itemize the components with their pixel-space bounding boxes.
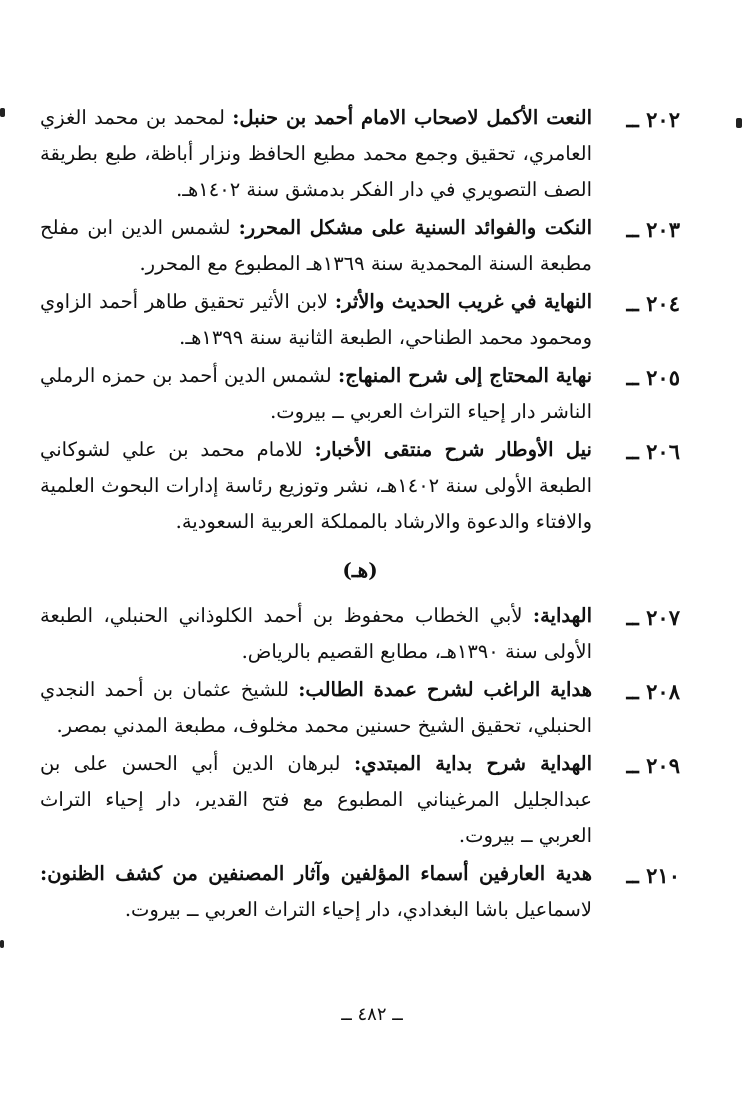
scan-mark — [736, 118, 742, 128]
page-number: ــ ٤٨٢ ــ — [341, 1004, 403, 1025]
bibliography-entry — [40, 598, 680, 670]
entry-number: ٢٠٩ ــ — [626, 753, 680, 778]
bibliography-entry — [40, 856, 680, 928]
entry-title: هدية العارفين أسماء المؤلفين وآثار المصنفين من كشف الظنون: — [40, 862, 592, 885]
entry-text: للشيخ عثمان بن أحمد النجدي الحنبلي، تحقيق الشيخ حسنين محمد مخلوف، مطبعة المدني بمصر. — [40, 678, 592, 737]
entry-text: لمحمد بن محمد الغزي العامري، تحقيق وجمع محمد مطيع الحافظ ونزار أباظة، طبع بطريقة الصف التصويري في دار الفكر بدمشق سنة ١٤٠٢هـ. — [40, 106, 592, 201]
bibliography-entry — [40, 746, 680, 854]
entry-number: ٢٠٦ ــ — [626, 439, 680, 464]
entry-list-ha — [40, 598, 680, 928]
section-heading: (هـ) — [342, 558, 378, 582]
entry-text: لشمس الدين ابن مفلح مطبعة السنة المحمدية سنة ١٣٦٩هـ المطبوع مع المحرر. — [40, 216, 592, 275]
entry-body — [40, 746, 592, 854]
entry-number: ٢٠٥ ــ — [626, 365, 680, 390]
bibliography-page — [40, 100, 680, 930]
entry-text: لشمس الدين أحمد بن حمزه الرملي الناشر دار إحياء التراث العربي ــ بيروت. — [40, 364, 592, 423]
entry-title: الهداية: — [532, 604, 592, 627]
scan-mark — [0, 940, 4, 948]
entry-body — [40, 358, 592, 430]
entry-title: نيل الأوطار شرح منتقى الأخبار: — [314, 438, 592, 461]
entry-number: ٢٠٧ ــ — [626, 605, 680, 630]
entry-text: لاسماعيل باشا البغدادي، دار إحياء التراث العربي ــ بيروت. — [124, 898, 592, 921]
bibliography-entry — [40, 100, 680, 208]
entry-text: لأبي الخطاب محفوظ بن أحمد الكلوذاني الحنبلي، الطبعة الأولى سنة ١٣٩٠هـ، مطابع القصيم بالرياض. — [40, 604, 592, 663]
scan-mark — [0, 108, 5, 117]
entry-body — [40, 100, 592, 208]
entry-text: لبرهان الدين أبي الحسن على بن عبدالجليل المرغيناني المطبوع مع فتح القدير، دار إحياء التراث العربي ــ بيروت. — [40, 752, 592, 847]
bibliography-entry — [40, 672, 680, 744]
entry-text: لابن الأثير تحقيق طاهر أحمد الزاوي ومحمود محمد الطناحي، الطبعة الثانية سنة ١٣٩٩هـ. — [40, 290, 592, 349]
bibliography-entry — [40, 284, 680, 356]
bibliography-entry — [40, 432, 680, 540]
entry-title: النكت والفوائد السنية على مشكل المحرر: — [238, 216, 592, 239]
entry-number: ٢٠٤ ــ — [626, 291, 680, 316]
entry-title: هداية الراغب لشرح عمدة الطالب: — [298, 678, 592, 701]
entry-title: النعت الأكمل لاصحاب الامام أحمد بن حنبل: — [232, 106, 593, 129]
bibliography-entry — [40, 210, 680, 282]
entry-title: الهداية شرح بداية المبتدي: — [354, 752, 592, 775]
entry-title: نهاية المحتاج إلى شرح المنهاج: — [338, 364, 593, 387]
entry-number: ٢٠٢ ــ — [626, 107, 680, 132]
entry-body — [40, 856, 592, 928]
bibliography-entry — [40, 358, 680, 430]
entry-body — [40, 210, 592, 282]
entry-number: ٢٠٣ ــ — [626, 217, 680, 242]
entry-body — [40, 598, 592, 670]
entry-number: ٢١٠ ــ — [626, 863, 680, 888]
entry-body — [40, 432, 592, 540]
entry-title: النهاية في غريب الحديث والأثر: — [334, 290, 592, 313]
entry-list-nun — [40, 100, 680, 540]
entry-body — [40, 672, 592, 744]
entry-number: ٢٠٨ ــ — [626, 679, 680, 704]
entry-body — [40, 284, 592, 356]
entry-text: للامام محمد بن علي لشوكاني الطبعة الأولى سنة ١٤٠٢هـ، نشر وتوزيع رئاسة إدارات البحوث العلمية والافتاء والدعوة والارشاد بالمملكة العربية السعودية. — [40, 438, 593, 533]
